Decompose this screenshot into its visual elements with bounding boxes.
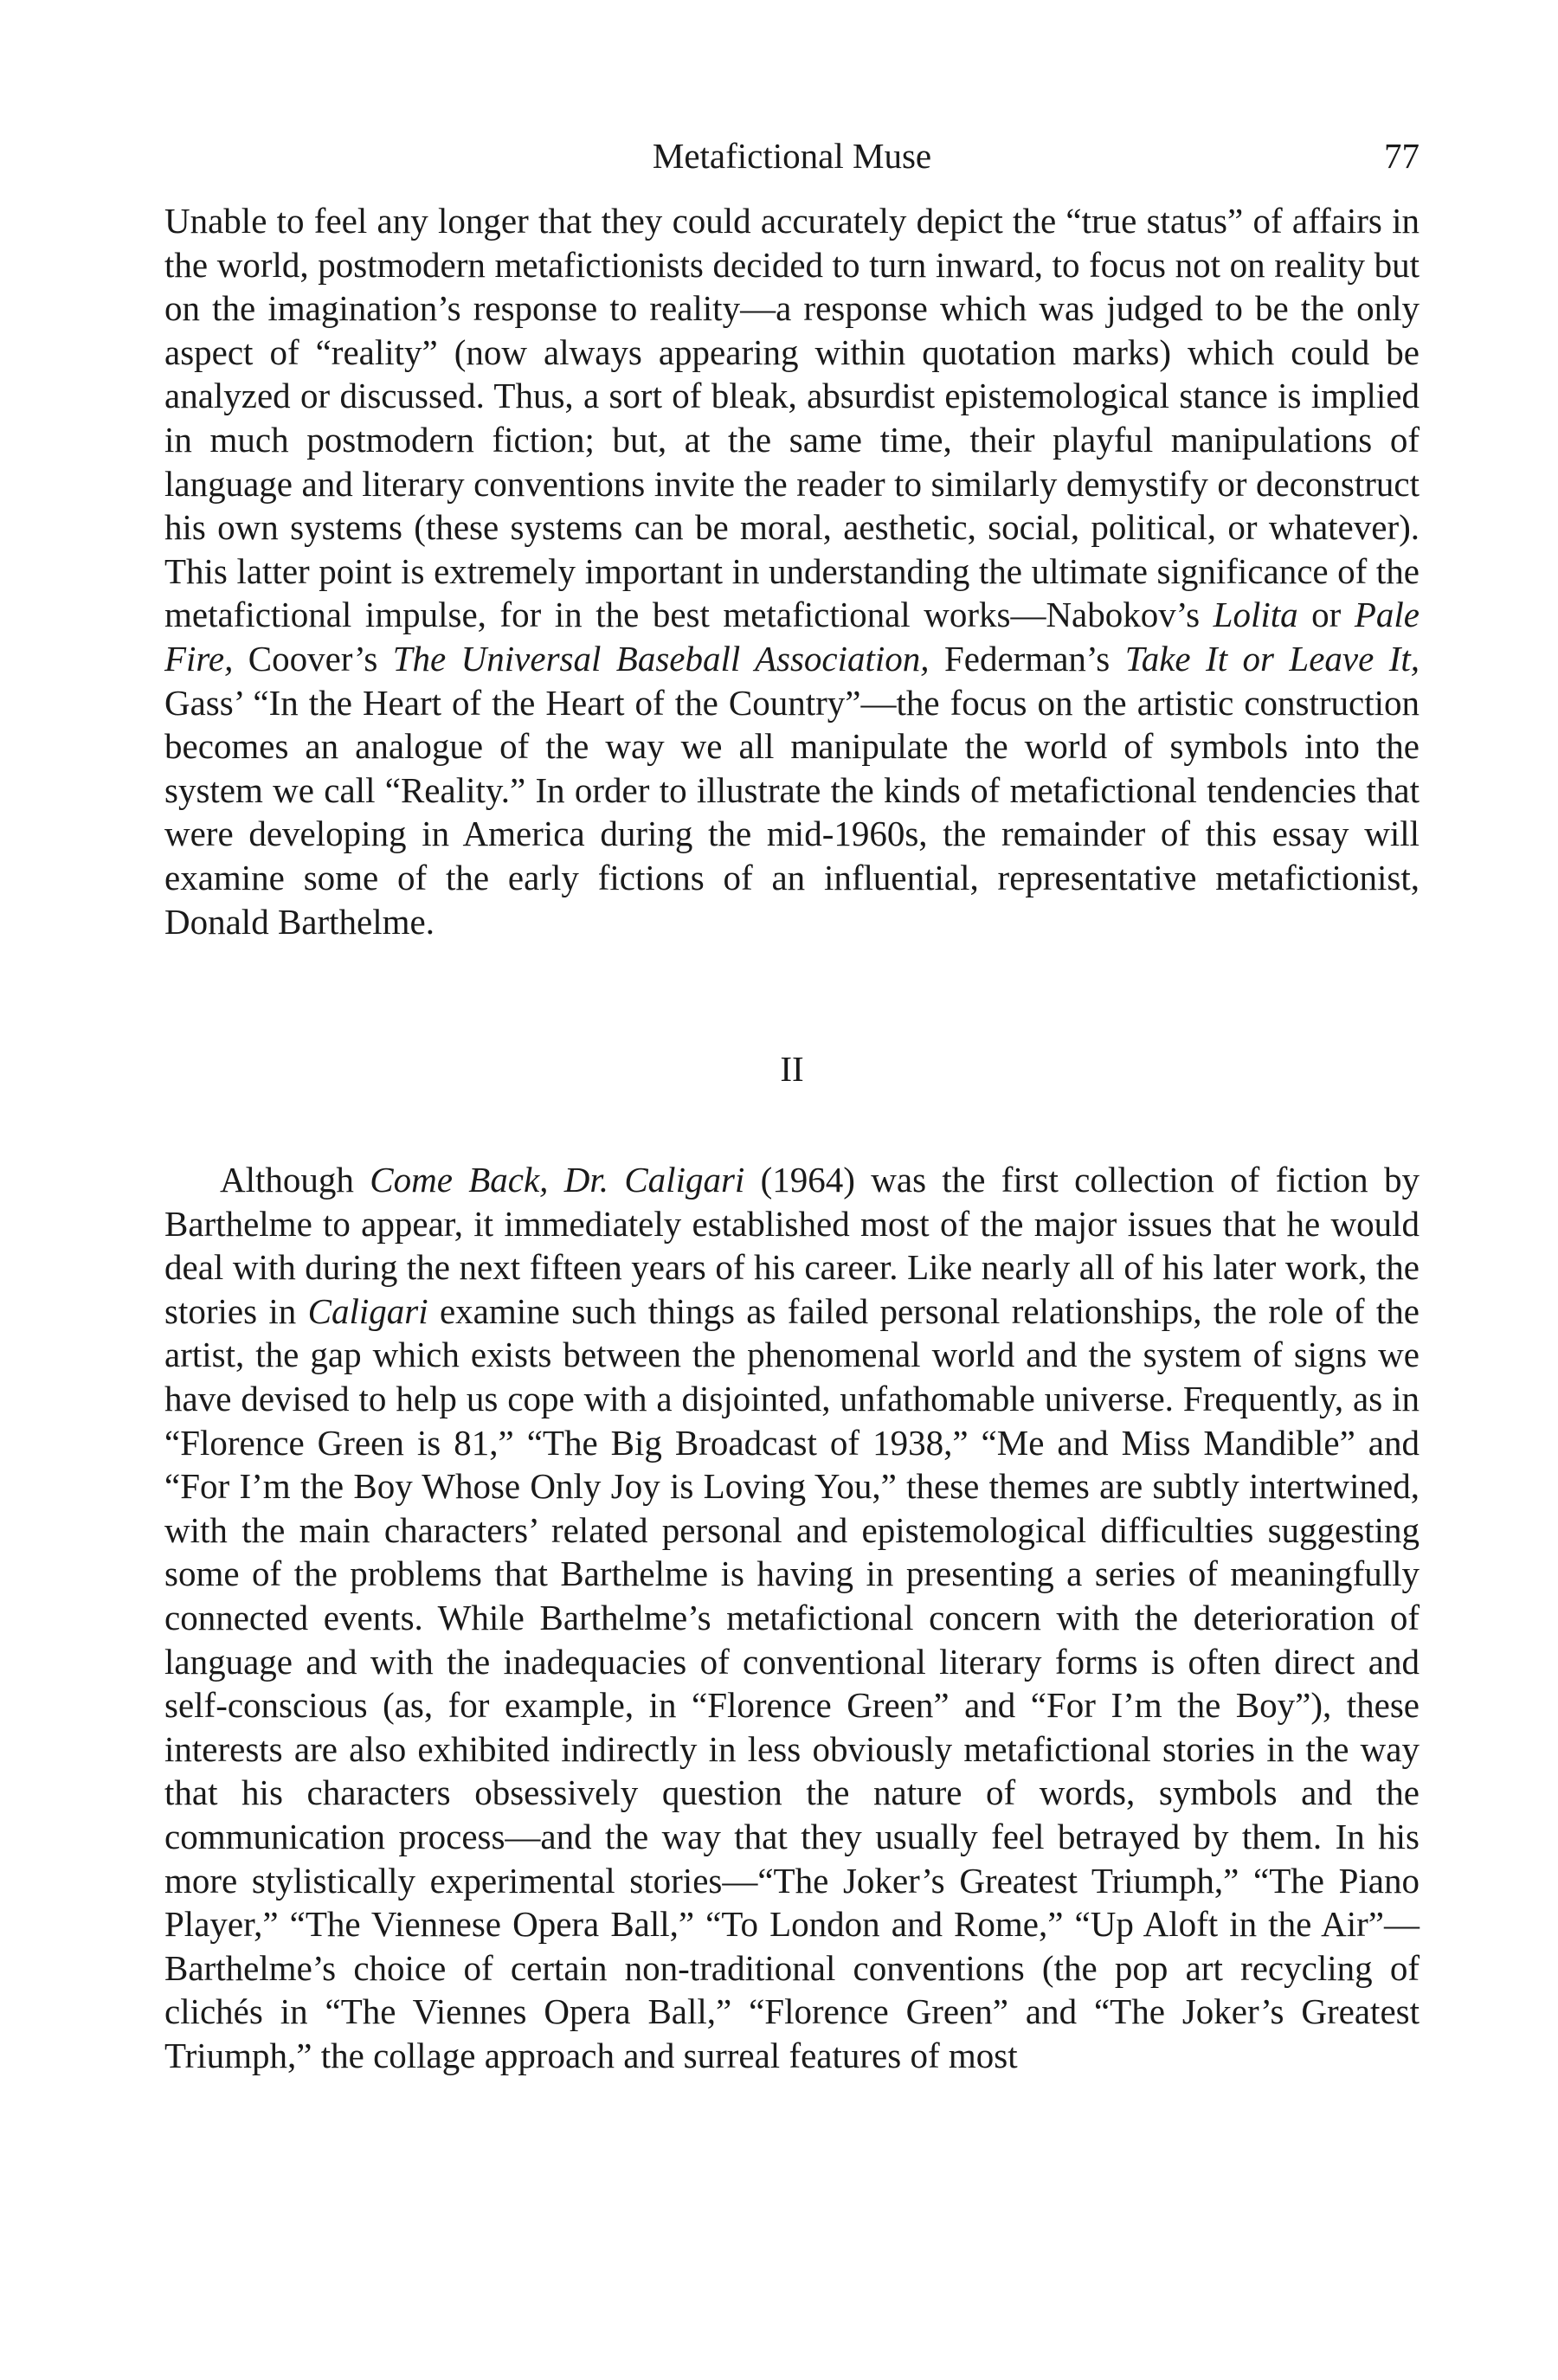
italic-title-text: Take It or Leave It, — [1124, 638, 1420, 679]
italic-title-text: Come Back, Dr. Caligari — [370, 1160, 745, 1200]
body-text-run: or — [1297, 595, 1355, 635]
body-text-run: Although — [220, 1160, 370, 1200]
body-text-run: examine such things as failed personal relationships, the role of the artist, the gap which exists between the phenomenal world and the system of signs we have devised to help us cope with a disjointed, unfathomable universe. Frequently, as in “Florence Green is 81,” “The Big Broadcast of 1938,” “Me and Miss Mandible” and “For I’m the Boy Whose Only Joy is Loving You,” these themes are subtly intertwined, with the main characters’ related personal and epistemological difficulties suggesting some of the problems that Barthelme is having in presenting a series of meaningfully connected events. While Barthelme’s metafictional concern with the deterioration of language and with the inadequacies of conventional literary forms is often direct and self-conscious (as, for example, in “Florence Green” and “For I’m the Boy”), these interests are also exhibited indirectly in less obviously metafictional stories in the way that his characters obsessively question the nature of words, symbols and the communication process—and the way that they usually feel betrayed by them. In his more stylistically experimental stories—“The Joker’s Greatest Triumph,” “The Piano Player,” “The Viennese Opera Ball,” “To London and Rome,” “Up Aloft in the Air”—Barthelme’s choice of certain non-traditional conventions (the pop art recycling of clichés in “The Viennes Opera Ball,” “Florence Green” and “The Joker’s Greatest Triumph,” the collage approach and surreal features of most — [164, 1290, 1420, 2075]
body-text-run: Coover’s — [233, 638, 393, 679]
running-head — [164, 130, 1420, 182]
running-title: Metafictional Muse — [652, 136, 932, 176]
page-number: 77 — [1384, 136, 1420, 176]
body-text-run: Unable to feel any longer that they could accurately depict the “true status” of affairs in the world, postmodern metafictionists decided to turn inward, to focus not on reality but on the imagination’s response to reality—a response which was judged to be the only aspect of “reality” (now always appearing within quotation marks) which could be analyzed or discussed. Thus, a sort of bleak, absurdist epistemological stance is implied in much postmodern fiction; but, at the same time, their playful manipulations of language and literary conventions invite the reader to similarly demystify or deconstruct his own systems (these systems can be moral, aesthetic, social, political, or whatever). This latter point is extremely important in understanding the ultimate significance of the metafictional impulse, for in the best metafictional works—Nabokov’s — [164, 201, 1420, 635]
italic-title-text: Caligari — [307, 1290, 428, 1331]
paragraph-2 — [164, 1158, 1420, 2077]
body-text-run: Gass’ “In the Heart of the Heart of the Country”—the focus on the artistic construction becomes an analogue of the way we all manipulate the world of symbols into the system we call “Reality.” In order to illustrate the kinds of metafictional tendencies that were developing in America during the mid-1960s, the remainder of this essay will examine some of the early fictions of an influential, representative metafictionist, Donald Barthelme. — [164, 682, 1420, 942]
body-text-run: (1964) was the first collection of fiction by Barthelme to appear, it immediately established most of the major issues that he would deal with during the next fifteen years of his career. Like nearly all of his later work, the stories in — [164, 1160, 1420, 1331]
italic-title-text: Lolita — [1213, 595, 1298, 635]
page — [164, 130, 1420, 2078]
paragraph-1 — [164, 199, 1420, 943]
body-text-run: Federman’s — [929, 638, 1125, 679]
italic-title-text: Pale Fire, — [164, 595, 1420, 679]
italic-title-text: The Universal Baseball Association, — [392, 638, 930, 679]
body-text — [164, 199, 1420, 2078]
section-heading: II — [780, 1049, 804, 1090]
